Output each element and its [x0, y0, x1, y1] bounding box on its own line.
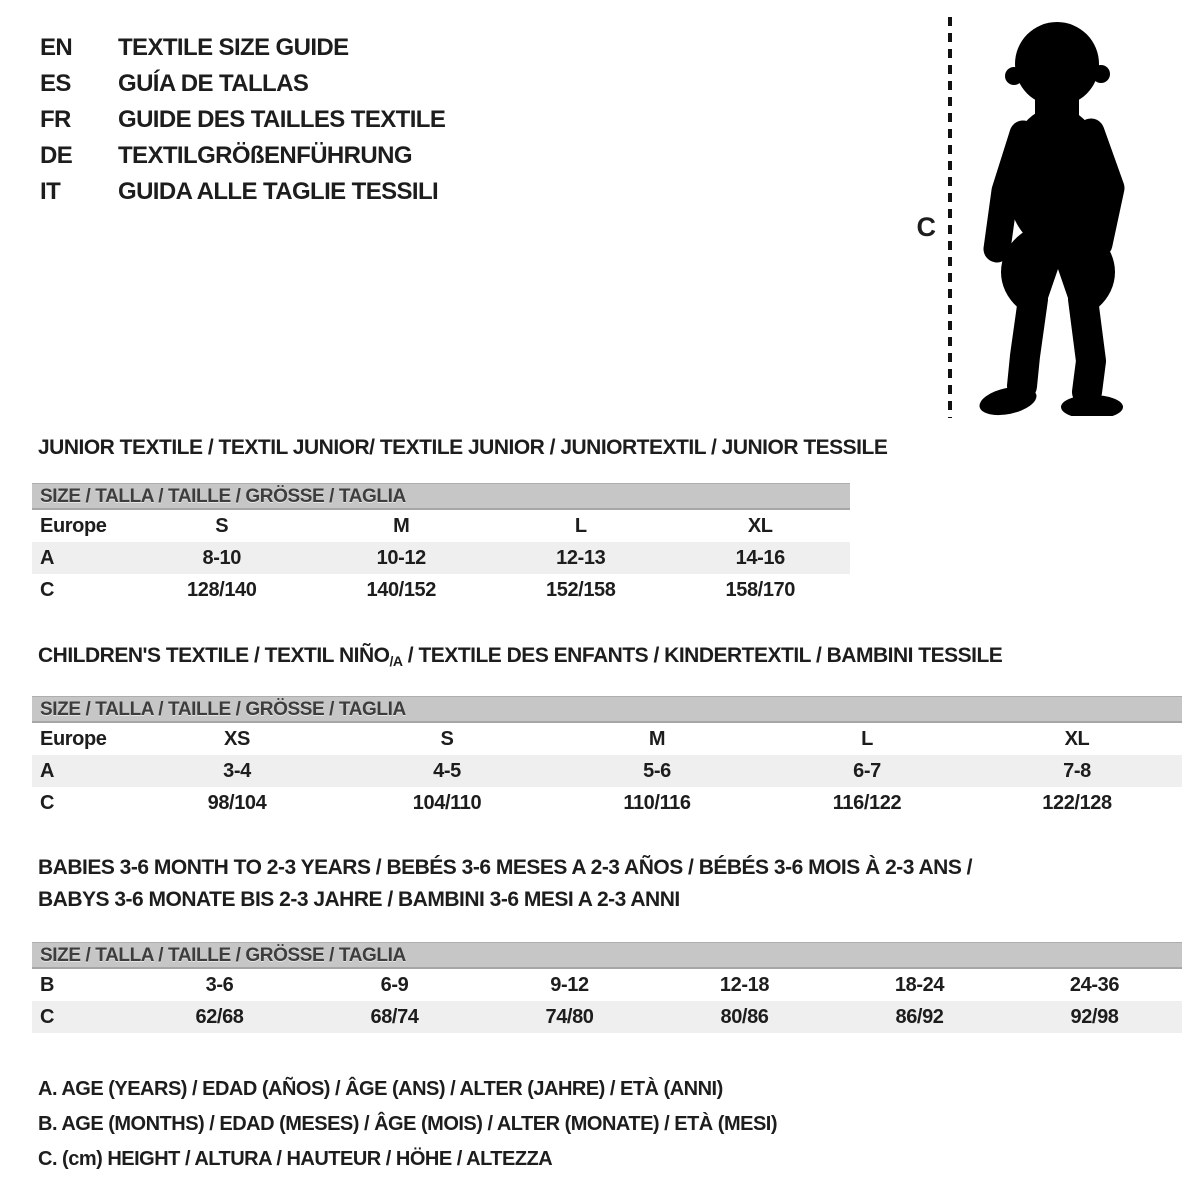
guide-title-en: TEXTILE SIZE GUIDE	[118, 34, 349, 61]
table-row-age	[32, 542, 850, 574]
language-row-en	[40, 30, 445, 66]
junior-size-table	[32, 483, 850, 606]
months-cell: 9-12	[550, 973, 589, 996]
height-cell: 122/128	[1042, 791, 1112, 814]
language-row-fr	[40, 102, 445, 138]
size-cell: S	[440, 727, 454, 750]
months-cell: 6-9	[380, 973, 409, 996]
children-size-table	[32, 696, 1182, 819]
row-label: A	[40, 759, 55, 782]
height-cell: 86/92	[895, 1005, 944, 1028]
language-row-it	[40, 174, 445, 210]
age-cell: 4-5	[433, 759, 461, 782]
children-title-post: / TEXTILE DES ENFANTS / KINDERTEXTIL / BAMBINI TESSILE	[402, 644, 1003, 667]
height-cell: 116/122	[832, 791, 902, 814]
height-cell: 80/86	[720, 1005, 769, 1028]
age-cell: 7-8	[1063, 759, 1091, 782]
months-cell: 24-36	[1069, 973, 1120, 996]
children-title-sub: /A	[389, 653, 403, 669]
language-code: DE	[40, 142, 73, 169]
babies-title-line1: BABIES 3-6 MONTH TO 2-3 YEARS / BEBÉS 3-6 MESES A 2-3 AÑOS / BÉBÉS 3-6 MOIS À 2-3 ANS /	[38, 856, 973, 879]
size-table-header-bar: SIZE / TALLA / TAILLE / GRÖSSE / TAGLIA	[32, 942, 1182, 969]
size-cell: M	[393, 514, 410, 537]
height-measure-label: C	[916, 212, 936, 242]
table-row-height	[32, 1001, 1182, 1033]
height-cell: 74/80	[545, 1005, 594, 1028]
table-row-height	[32, 787, 1182, 819]
guide-title-de: TEXTILGRÖßENFÜHRUNG	[118, 142, 412, 169]
size-cell: XS	[224, 727, 250, 750]
footnote-height-cm: C. (cm) HEIGHT / ALTURA / HAUTEUR / HÖHE / ALTEZZA	[38, 1148, 553, 1170]
table-row-height	[32, 574, 850, 606]
children-section-title	[38, 645, 1182, 672]
age-cell: 6-7	[853, 759, 881, 782]
height-cell: 92/98	[1070, 1005, 1119, 1028]
footnote-age-months: B. AGE (MONTHS) / EDAD (MESES) / ÂGE (MOIS) / ALTER (MONATE) / ETÀ (MESI)	[38, 1113, 778, 1135]
size-table-header-bar: SIZE / TALLA / TAILLE / GRÖSSE / TAGLIA	[32, 696, 1182, 723]
table-row-age	[32, 755, 1182, 787]
row-label: B	[40, 973, 55, 996]
height-cell: 152/158	[546, 578, 616, 601]
row-label: C	[40, 1005, 55, 1028]
babies-size-table	[32, 942, 1182, 1033]
row-label: Europe	[40, 514, 107, 537]
language-code: EN	[40, 34, 73, 61]
size-cell: M	[648, 727, 666, 750]
size-cell: XL	[1064, 727, 1090, 750]
height-cell: 104/110	[412, 791, 482, 814]
height-cell: 62/68	[195, 1005, 244, 1028]
legend-footnotes	[38, 1072, 777, 1177]
age-cell: 10-12	[376, 546, 426, 569]
size-cell: L	[574, 514, 587, 537]
language-title-list	[40, 30, 445, 210]
guide-title-fr: GUIDE DES TAILLES TEXTILE	[118, 106, 446, 133]
section-junior-textile	[32, 436, 888, 606]
toddler-silhouette-icon	[965, 16, 1140, 416]
size-cell: S	[215, 514, 229, 537]
section-babies-textile	[32, 852, 1182, 1033]
months-cell: 3-6	[205, 973, 234, 996]
row-label: Europe	[40, 727, 107, 750]
guide-title-es: GUÍA DE TALLAS	[118, 70, 309, 97]
months-cell: 12-18	[719, 973, 770, 996]
height-cell: 68/74	[370, 1005, 419, 1028]
guide-title-it: GUIDA ALLE TAGLIE TESSILI	[118, 178, 439, 205]
row-label: A	[40, 546, 55, 569]
height-measure-dashed-line	[948, 17, 952, 418]
language-code: FR	[40, 106, 71, 133]
language-row-es	[40, 66, 445, 102]
row-label: C	[40, 791, 55, 814]
height-cell: 140/152	[366, 578, 436, 601]
table-row-europe	[32, 510, 850, 542]
children-title-pre: CHILDREN'S TEXTILE / TEXTIL NIÑO	[38, 644, 390, 667]
height-cell: 98/104	[207, 791, 267, 814]
babies-title-line2: BABYS 3-6 MONATE BIS 2-3 JAHRE / BAMBINI 3-6 MESI A 2-3 ANNI	[38, 888, 680, 911]
age-cell: 8-10	[202, 546, 241, 569]
junior-section-title: JUNIOR TEXTILE / TEXTIL JUNIOR/ TEXTILE JUNIOR / JUNIORTEXTIL / JUNIOR TESSILE	[38, 436, 888, 459]
babies-section-title	[38, 852, 1182, 916]
height-cell: 128/140	[187, 578, 257, 601]
age-cell: 3-4	[223, 759, 251, 782]
language-code: ES	[40, 70, 71, 97]
size-table-header-bar: SIZE / TALLA / TAILLE / GRÖSSE / TAGLIA	[32, 483, 850, 510]
height-cell: 158/170	[725, 578, 795, 601]
table-row-europe	[32, 723, 1182, 755]
footnote-age-years: A. AGE (YEARS) / EDAD (AÑOS) / ÂGE (ANS) / ALTER (JAHRE) / ETÀ (ANNI)	[38, 1078, 723, 1100]
row-label: C	[40, 578, 55, 601]
language-row-de	[40, 138, 445, 174]
table-row-months	[32, 969, 1182, 1001]
height-cell: 110/116	[623, 791, 691, 814]
months-cell: 18-24	[894, 973, 945, 996]
language-code: IT	[40, 178, 61, 205]
size-cell: XL	[747, 514, 773, 537]
section-children-textile	[32, 645, 1182, 819]
size-cell: L	[861, 727, 873, 750]
age-cell: 12-13	[556, 546, 606, 569]
age-cell: 5-6	[643, 759, 671, 782]
age-cell: 14-16	[735, 546, 785, 569]
